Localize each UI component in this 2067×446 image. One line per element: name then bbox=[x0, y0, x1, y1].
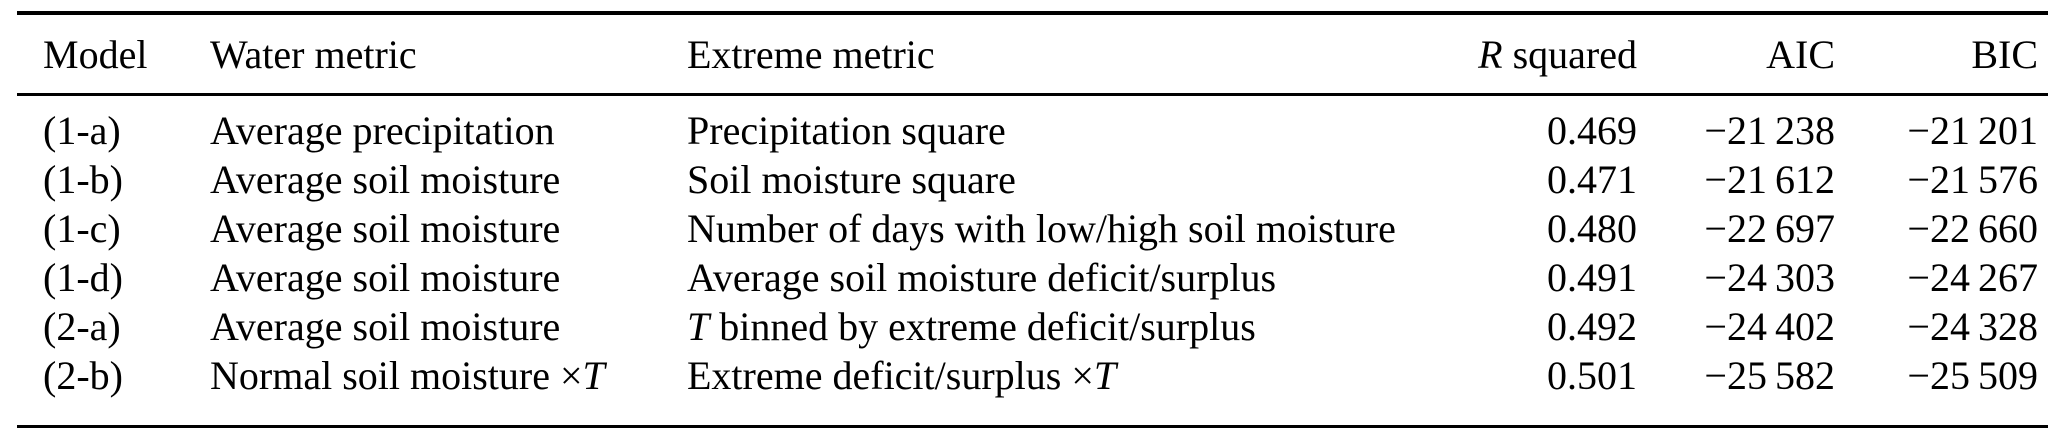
text: squared bbox=[1502, 31, 1637, 77]
cell-aic bbox=[1637, 253, 1835, 302]
table-row bbox=[17, 95, 2048, 156]
text: Extreme metric bbox=[687, 31, 935, 77]
text: AIC bbox=[1766, 31, 1835, 77]
text: (2-b) bbox=[43, 353, 123, 398]
cell-extreme bbox=[687, 253, 1460, 302]
text: Average soil moisture bbox=[210, 157, 561, 202]
text: −22 697 bbox=[1704, 206, 1835, 251]
cell-r-squared bbox=[1460, 95, 1637, 156]
cell-r-squared bbox=[1460, 204, 1637, 253]
cell-r-squared bbox=[1460, 155, 1637, 204]
text: Soil moisture square bbox=[687, 157, 1016, 202]
text: −22 660 bbox=[1907, 206, 2038, 251]
cell-extreme bbox=[687, 155, 1460, 204]
text: (1-b) bbox=[43, 157, 123, 202]
cell-model bbox=[17, 155, 210, 204]
italic-text: T bbox=[1093, 353, 1117, 398]
text: Extreme deficit/surplus × bbox=[687, 353, 1094, 398]
cell-extreme bbox=[687, 351, 1460, 427]
cell-model bbox=[17, 204, 210, 253]
cell-water bbox=[210, 253, 687, 302]
col-header-r-squared bbox=[1460, 13, 1637, 95]
text: Average precipitation bbox=[210, 108, 555, 153]
text: −21 576 bbox=[1907, 157, 2038, 202]
table-row bbox=[17, 253, 2048, 302]
cell-r-squared bbox=[1460, 253, 1637, 302]
col-header-bic bbox=[1835, 13, 2048, 95]
cell-extreme bbox=[687, 302, 1460, 351]
text: −25 509 bbox=[1907, 353, 2038, 398]
text: 0.469 bbox=[1547, 108, 1637, 153]
text: Average soil moisture deficit/surplus bbox=[687, 255, 1277, 300]
text: Average soil moisture bbox=[210, 304, 561, 349]
col-header-extreme-metric bbox=[687, 13, 1460, 95]
table-header bbox=[17, 13, 2048, 95]
italic-text: T bbox=[687, 304, 710, 349]
cell-aic bbox=[1637, 302, 1835, 351]
text: 0.501 bbox=[1547, 353, 1637, 398]
cell-bic bbox=[1835, 95, 2048, 156]
cell-bic bbox=[1835, 253, 2048, 302]
cell-extreme bbox=[687, 95, 1460, 156]
text: −21 201 bbox=[1907, 108, 2038, 153]
text: −24 303 bbox=[1704, 255, 1835, 300]
cell-water bbox=[210, 155, 687, 204]
cell-water bbox=[210, 302, 687, 351]
col-header-water-metric bbox=[210, 13, 687, 95]
cell-model bbox=[17, 351, 210, 427]
text: Normal soil moisture × bbox=[210, 353, 583, 398]
text: (1-a) bbox=[43, 108, 121, 153]
col-header-model bbox=[17, 13, 210, 95]
text: binned by extreme deficit/surplus bbox=[709, 304, 1256, 349]
table-body bbox=[17, 95, 2048, 427]
header-row bbox=[17, 13, 2048, 95]
text: Precipitation square bbox=[687, 108, 1006, 153]
cell-water bbox=[210, 95, 687, 156]
cell-water bbox=[210, 351, 687, 427]
text: Number of days with low/high soil moisture bbox=[687, 206, 1396, 251]
table-row bbox=[17, 155, 2048, 204]
text: 0.471 bbox=[1547, 157, 1637, 202]
text: −21 612 bbox=[1704, 157, 1835, 202]
cell-model bbox=[17, 253, 210, 302]
cell-aic bbox=[1637, 95, 1835, 156]
italic-text: T bbox=[582, 353, 605, 398]
text: −24 267 bbox=[1907, 255, 2038, 300]
results-table bbox=[17, 11, 2048, 428]
cell-r-squared bbox=[1460, 351, 1637, 427]
cell-water bbox=[210, 204, 687, 253]
text: (1-c) bbox=[43, 206, 121, 251]
cell-bic bbox=[1835, 351, 2048, 427]
cell-aic bbox=[1637, 351, 1835, 427]
cell-r-squared bbox=[1460, 302, 1637, 351]
text: (1-d) bbox=[43, 255, 123, 300]
cell-bic bbox=[1835, 302, 2048, 351]
table-row bbox=[17, 302, 2048, 351]
cell-bic bbox=[1835, 155, 2048, 204]
italic-text: R bbox=[1478, 31, 1503, 77]
cell-extreme bbox=[687, 204, 1460, 253]
table-row bbox=[17, 351, 2048, 427]
text: Water metric bbox=[210, 31, 417, 77]
text: (2-a) bbox=[43, 304, 121, 349]
cell-model bbox=[17, 95, 210, 156]
text: −24 328 bbox=[1907, 304, 2038, 349]
cell-bic bbox=[1835, 204, 2048, 253]
text: Model bbox=[43, 31, 148, 77]
text: Average soil moisture bbox=[210, 206, 561, 251]
text: Average soil moisture bbox=[210, 255, 561, 300]
text: 0.492 bbox=[1547, 304, 1637, 349]
text: 0.480 bbox=[1547, 206, 1637, 251]
text: −24 402 bbox=[1704, 304, 1835, 349]
text: BIC bbox=[1971, 31, 2038, 77]
cell-aic bbox=[1637, 204, 1835, 253]
col-header-aic bbox=[1637, 13, 1835, 95]
text: −21 238 bbox=[1704, 108, 1835, 153]
text: −25 582 bbox=[1704, 353, 1835, 398]
cell-aic bbox=[1637, 155, 1835, 204]
table-row bbox=[17, 204, 2048, 253]
text: 0.491 bbox=[1547, 255, 1637, 300]
cell-model bbox=[17, 302, 210, 351]
